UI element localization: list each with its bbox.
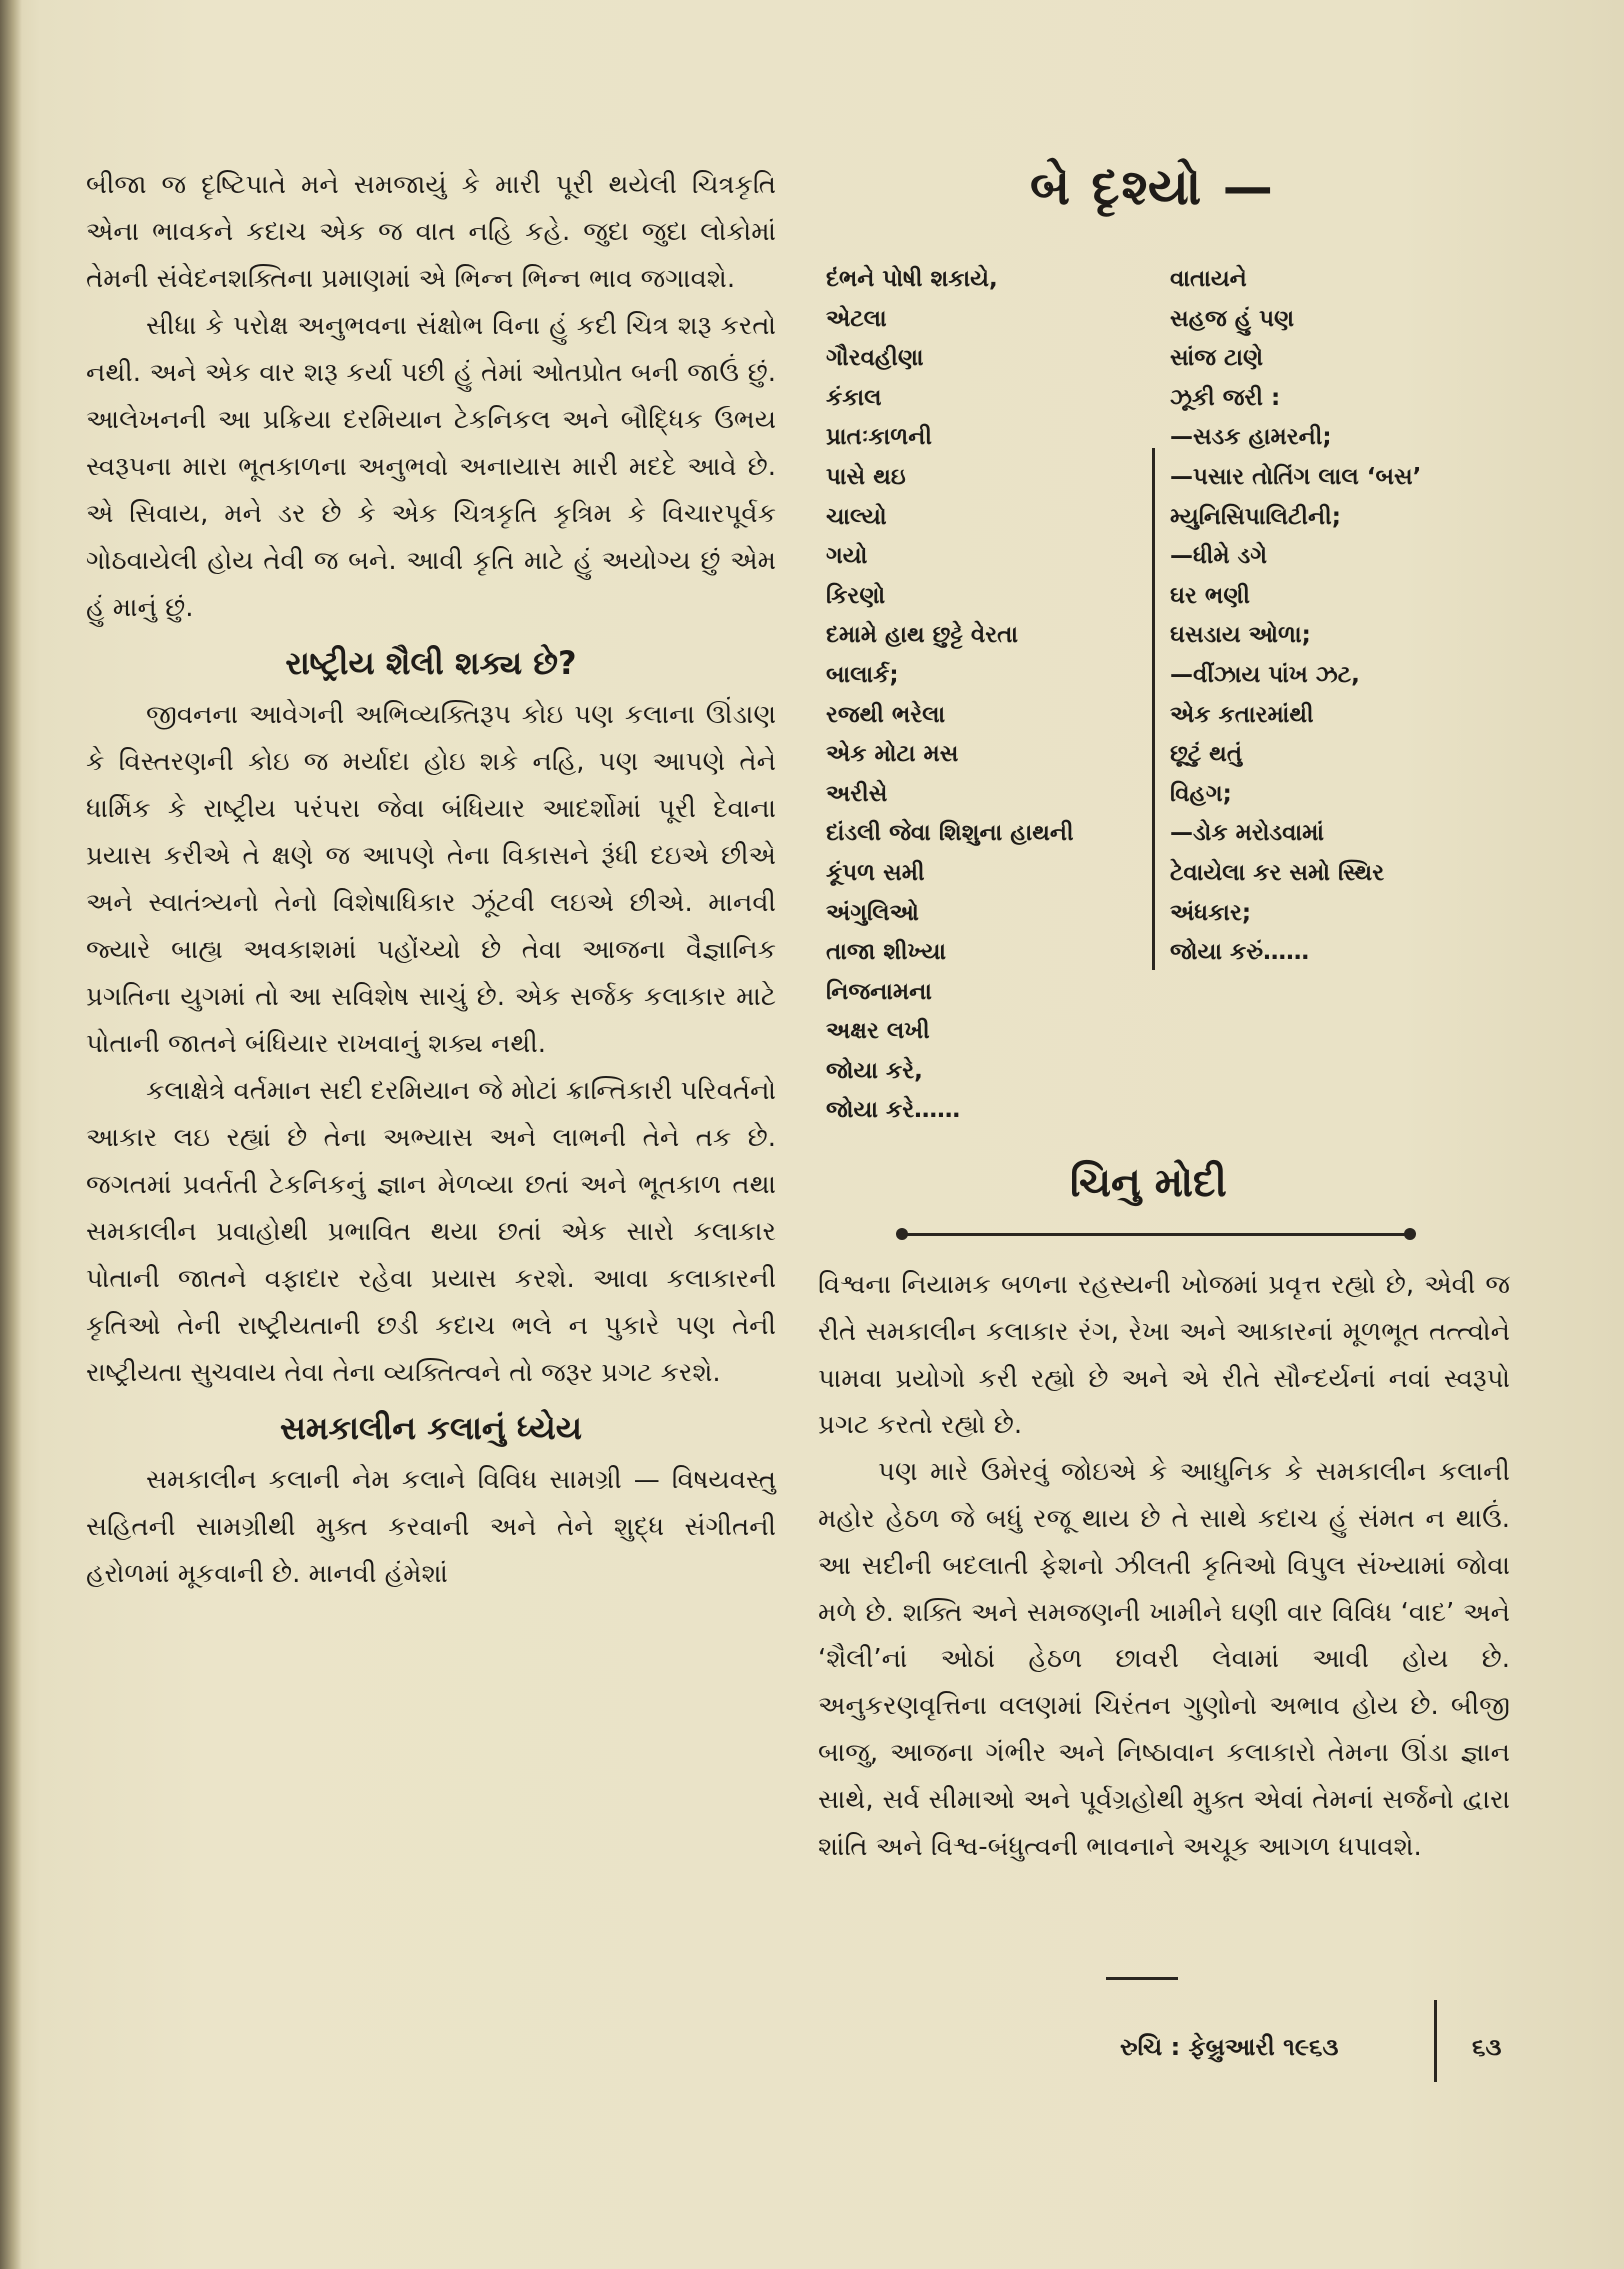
poem-line: દમામે હાથ છુટ્ટે વેરતા xyxy=(826,622,1018,649)
right-paragraph-1: વિશ્વના નિયામક બળના રહસ્યની ખોજમાં પ્રવૃત્ત રહ્યો છે, એવી જ રીતે સમકાલીન કલાકાર રંગ, રેખા અને આકારનાં મૂળભૂત તત્ત્વોને પામવા પ્રયોગો કરી રહ્યો છે અને એ રીતે સૌન્દર્યનાં નવાં સ્વરૂપો પ્રગટ કરતો રહ્યો છે. xyxy=(818,1270,1510,1441)
poem-line: પ્રાતઃકાળની xyxy=(826,424,932,451)
poem-line: કિરણો xyxy=(826,582,886,609)
poem-line: ચાલ્યો xyxy=(826,503,887,530)
page-number: ૬૩ xyxy=(1472,2033,1502,2061)
heading-contemporary-art-goal: સમકાલીન કલાનું ધ્યેય xyxy=(280,1409,582,1447)
poem-line: વિહગ; xyxy=(1170,780,1232,807)
divider-dot-left xyxy=(896,1228,908,1240)
paragraph-4: કલાક્ષેત્રે વર્તમાન સદી દરમિયાન જે મોટાં ક્રાન્તિકારી પરિવર્તનો આકાર લઇ રહ્યાં છે તેના અભ્યાસ અને લાભની તેને તક છે. જગતમાં પ્રવર્તતી ટેકનિકનું જ્ઞાન મેળવ્યા છતાં અને ભૂતકાળ તથા સમકાલીન પ્રવાહોથી પ્રભાવિત થયા છતાં એક સારો કલાકાર પોતાની જાતને વફાદાર રહેવા પ્રયાસ કરશે. આવા કલાકારની કૃતિઓ તેની રાષ્ટ્રીયતાની છડી કદાચ ભલે ન પુકારે પણ તેની રાષ્ટ્રીયતા સુચવાય તેવા તેના વ્યક્તિત્વને તો જરૂર પ્રગટ કરશે. xyxy=(86,1076,776,1388)
poem-line: બાલાર્ક; xyxy=(826,661,899,688)
poem-line: સહજ હું પણ xyxy=(1170,305,1295,332)
poem-line: કંકાલ xyxy=(826,384,882,411)
poem-line: એક કતારમાંથી xyxy=(1170,701,1314,728)
article-end-rule xyxy=(1106,1977,1178,1980)
footer-journal: રુચિ : ફેબ્રુઆરી ૧૯૬૩ xyxy=(1120,2033,1339,2061)
author-divider xyxy=(902,1233,1410,1236)
paragraph-2: સીધા કે પરોક્ષ અનુભવના સંક્ષોભ વિના હું કદી ચિત્ર શરૂ કરતો નથી. અને એક વાર શરૂ કર્યા પછી હું તેમાં ઓતપ્રોત બની જાઉં છું. આલેખનની આ પ્રક્રિયા દરમિયાન ટેકનિકલ અને બૌદ્ધિક ઉભય સ્વરૂપના મારા ભૂતકાળના અનુભવો અનાયાસ મારી મદદે આવે છે. એ સિવાય, મને ડર છે કે એક ચિત્રકૃતિ કૃત્રિમ કે વિચારપૂર્વક ગોઠવાયેલી હોય તેવી જ બને. આવી કૃતિ માટે હું અયોગ્ય છું એમ હું માનું છું. xyxy=(86,311,776,623)
poem-line: —સડક હામરની; xyxy=(1170,424,1332,451)
poem-line: નિજનામના xyxy=(826,978,932,1005)
poem-line: જોયા કરું…… xyxy=(1170,939,1310,966)
heading-national-style: રાષ્ટ્રીય શૈલી શક્ય છે? xyxy=(285,644,577,682)
left-column xyxy=(86,162,776,1598)
poem-line: કૂંપળ સમી xyxy=(826,859,925,886)
paragraph-1: બીજા જ દૃષ્ટિપાતે મને સમજાયું કે મારી પૂરી થયેલી ચિત્રકૃતિ એના ભાવકને કદાચ એક જ વાત નહિ કહે. જુદા જુદા લોકોમાં તેમની સંવેદનશક્તિના પ્રમાણમાં એ ભિન્ન ભિન્ન ભાવ જગાવશે. xyxy=(86,170,776,294)
poem-line: અક્ષર લખી xyxy=(826,1018,930,1045)
paragraph-3: જીવનના આવેગની અભિવ્યક્તિરૂપ કોઇ પણ કલાના ઊંડાણ કે વિસ્તરણની કોઇ જ મર્યાદા હોઇ શકે નહિ, પણ આપણે તેને ધાર્મિક કે રાષ્ટ્રીય પરંપરા જેવા બંધિયાર આદર્શોમાં પૂરી દેવાના પ્રયાસ કરીએ તે ક્ષણે જ આપણે તેના વિકાસને રૂંધી દઇએ છીએ અને સ્વાતંત્ર્યનો તેનો વિશેષાધિકાર ઝૂંટવી લઇએ છીએ. માનવી જ્યારે બાહ્ય અવકાશમાં પહોંચ્યો છે તેવા આજના વૈજ્ઞાનિક પ્રગતિના યુગમાં તો આ સવિશેષ સાચું છે. એક સર્જક કલાકાર માટે પોતાની જાતને બંધિયાર રાખવાનું શક્ય નથી. xyxy=(86,700,776,1059)
poem-line: —પસાર તોતિંગ લાલ ‘બસ’ xyxy=(1170,463,1422,490)
poem-line: તાજા શીખ્યા xyxy=(826,939,947,966)
poem-line: અરીસે xyxy=(826,780,888,807)
poem-line: અંગુલિઓ xyxy=(826,899,919,926)
poem-line: જોયા કરે, xyxy=(826,1057,923,1084)
poem-line: —વીંઝાય પાંખ ઝટ, xyxy=(1170,661,1360,688)
poem-title: બે દૃશ્યો — xyxy=(1030,158,1275,216)
poem-bracket-line xyxy=(1152,448,1155,970)
paragraph-5: સમકાલીન કલાની નેમ કલાને વિવિધ સામગ્રી — વિષયવસ્તુ સહિતની સામગ્રીથી મુક્ત કરવાની અને તેને શુદ્ધ સંગીતની હરોળમાં મૂકવાની છે. માનવી હંમેશાં xyxy=(86,1465,776,1589)
poem-line: વાતાયને xyxy=(1170,266,1247,292)
poem-author: ચિનુ મોદી xyxy=(1070,1160,1227,1206)
poem-column-a xyxy=(826,260,1074,1131)
right-paragraph-2: પણ મારે ઉમેરવું જોઇએ કે આધુનિક કે સમકાલીન કલાની મહોર હેઠળ જે બધું રજૂ થાય છે તે સાથે કદાચ હું સંમત ન થાઉં. આ સદીની બદલાતી ફેશનો ઝીલતી કૃતિઓ વિપુલ સંખ્યામાં જોવા મળે છે. શક્તિ અને સમજણની ખામીને ઘણી વાર વિવિધ ‘વાદ’ અને ‘શૈલી’નાં ઓઠાં હેઠળ છાવરી લેવામાં આવી હોય છે. અનુકરણવૃત્તિના વલણમાં ચિરંતન ગુણોનો અભાવ હોય છે. બીજી બાજુ, આજના ગંભીર અને નિષ્ઠાવાન કલાકારો તેમના ઊંડા જ્ઞાન સાથે, સર્વ સીમાઓ અને પૂર્વગ્રહોથી મુક્ત એવાં તેમનાં સર્જનો દ્વારા શાંતિ અને વિશ્વ-બંધુત્વની ભાવનાને અચૂક આગળ ધપાવશે. xyxy=(818,1457,1510,1862)
poem-line: પાસે થઇ xyxy=(826,463,906,490)
poem-line: છૂટું થતું xyxy=(1170,741,1243,768)
poem-line: ગૌરવહીણા xyxy=(826,345,924,372)
poem-line: —ડોક મરોડવામાં xyxy=(1170,820,1324,847)
poem-line: ઝૂકી જરી : xyxy=(1170,384,1281,411)
poem-line: દાંડલી જેવા શિશુના હાથની xyxy=(826,820,1074,847)
poem-line: એટલા xyxy=(826,305,887,332)
binding-shadow xyxy=(0,0,22,2269)
poem-line: અંધકાર; xyxy=(1170,899,1252,926)
poem-line: એક મોટા મસ xyxy=(826,741,959,768)
footer-separator xyxy=(1434,2000,1437,2082)
poem-line: —ધીમે ડગે xyxy=(1170,543,1268,570)
poem-line: ઘર ભણી xyxy=(1170,582,1250,609)
poem-line: સાંજ ટાણે xyxy=(1170,345,1264,372)
poem-column-b xyxy=(1170,260,1421,973)
right-column-text xyxy=(818,1262,1510,1870)
poem-line: દંભને પોષી શકાયે, xyxy=(826,266,998,292)
divider-dot-right xyxy=(1404,1228,1416,1240)
poem-line: ટેવાયેલા કર સમો સ્થિર xyxy=(1170,859,1385,886)
poem-line: જોયા કરે…… xyxy=(826,1097,961,1124)
poem-line: મ્યુનિસિપાલિટીની; xyxy=(1170,503,1341,530)
poem-line: ઘસડાય ઓળા; xyxy=(1170,622,1311,649)
poem-line: ગયો xyxy=(826,543,868,570)
poem-line: રજથી ભરેલા xyxy=(826,701,946,728)
